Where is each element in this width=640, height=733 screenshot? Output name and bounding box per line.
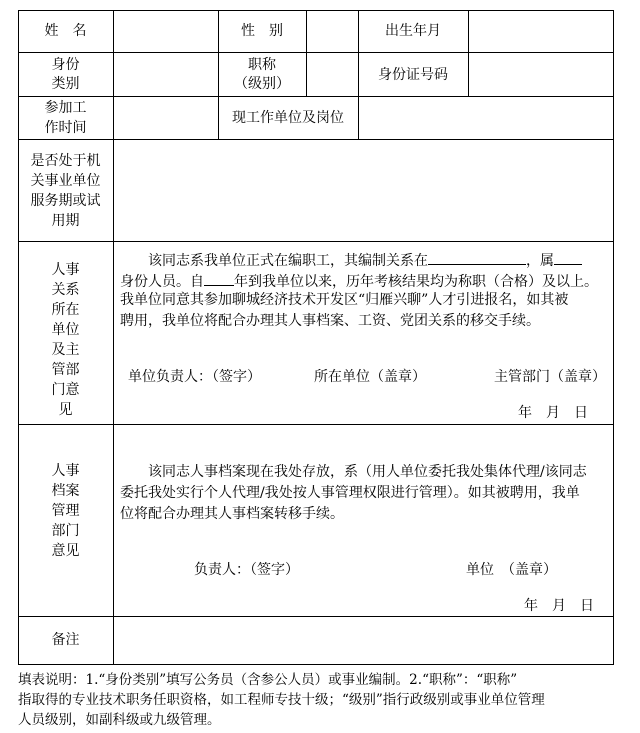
col-divider	[468, 10, 469, 97]
instructions-line: 填表说明：1.“身份类别”填写公务员（含参公人员）或事业编制。2.“职称”：“职称”	[18, 672, 518, 688]
personnel-opinion-line-2	[120, 269, 598, 292]
unit-seal-label: 所在单位（盖章）	[314, 369, 426, 385]
identity-type-label: 类别	[51, 76, 80, 92]
personnel-opinion-text: 身份人员。自	[120, 274, 204, 290]
title-label: 职称	[248, 57, 276, 73]
row-divider	[18, 139, 614, 140]
personnel-opinion-line-4: 聘用，我单位将配合办理其人事档案、工资、党团关系的移交手续。	[120, 313, 540, 329]
table-border-bottom	[18, 664, 614, 665]
service-period-label: 是否处于机	[30, 153, 101, 169]
work-start-label: 参加工	[44, 100, 87, 116]
personnel-opinion-label: 人事	[51, 262, 80, 278]
work-start-label: 作时间	[44, 120, 87, 136]
blank-underline	[204, 269, 234, 286]
row-divider	[18, 241, 614, 242]
archive-opinion-line-3: 位将配合办理其人事档案转移手续。	[120, 506, 344, 522]
row-divider	[18, 96, 614, 97]
archive-opinion-label: 意见	[51, 543, 80, 559]
personnel-opinion-text: 该同志系我单位正式在编职工，其编制关系在	[148, 253, 428, 269]
service-period-label: 服务期或试	[30, 193, 101, 209]
table-border-top	[18, 10, 614, 11]
archive-opinion-line-1: 该同志人事档案现在我处存放，系（用人单位委托我处集体代理/该同志	[148, 464, 587, 480]
unit-leader-signature-label: 单位负责人：（签字）	[128, 369, 261, 385]
personnel-opinion-label: 门意	[51, 382, 80, 398]
personnel-opinion-label: 见	[58, 402, 73, 418]
date-label: 年 月 日	[518, 405, 588, 421]
blank-underline	[554, 248, 582, 265]
personnel-opinion-label: 关系	[51, 282, 80, 298]
row-divider	[18, 616, 614, 617]
birth-date-label: 出生年月	[385, 23, 441, 39]
remarks-label: 备注	[51, 632, 80, 648]
archive-leader-signature-label: 负责人：（签字）	[194, 562, 299, 578]
table-border-right	[613, 10, 614, 665]
archive-unit-seal-label: 单位 （盖章）	[466, 562, 557, 578]
archive-opinion-line-2: 委托我处实行个人代理/我处按人事管理权限进行管理）。如其被聘用，我单	[120, 485, 580, 501]
id-number-label: 身份证号码	[378, 67, 448, 83]
instructions-line: 人员级别，如副科级或九级管理。	[18, 712, 221, 728]
personnel-opinion-label: 所在	[51, 302, 80, 318]
row-divider	[18, 424, 614, 425]
current-unit-label: 现工作单位及岗位	[232, 110, 344, 126]
col-divider	[113, 10, 114, 665]
personnel-opinion-text: 年到我单位以来，历年考核结果均为称职（合格）及以上。	[234, 274, 598, 290]
personnel-opinion-label: 单位	[51, 322, 80, 338]
supervising-dept-seal-label: 主管部门（盖章）	[494, 369, 606, 385]
archive-opinion-label: 档案	[51, 483, 80, 499]
form-instructions	[18, 670, 618, 730]
name-label: 姓 名	[44, 23, 87, 39]
personnel-opinion-label: 管部	[51, 362, 80, 378]
title-label: （级别）	[234, 76, 290, 92]
archive-opinion-label: 部门	[51, 523, 80, 539]
identity-type-label: 身份	[51, 57, 80, 73]
personnel-opinion-line-3: 我单位同意其参加聊城经济技术开发区“归雁兴聊”人才引进报名，如其被	[120, 292, 569, 308]
personnel-opinion-line-1	[148, 248, 582, 271]
instructions-line: 指取得的专业技术职务任职资格，如工程师专技十级；“级别”指行政级别或事业单位管理	[18, 692, 545, 708]
archive-date-label: 年 月 日	[524, 598, 594, 614]
service-period-label: 关事业单位	[30, 173, 101, 189]
registration-form-table	[18, 10, 614, 665]
service-period-label: 用期	[51, 213, 80, 229]
archive-opinion-label: 人事	[51, 463, 80, 479]
archive-opinion-label: 管理	[51, 503, 80, 519]
personnel-opinion-text: ，属	[526, 253, 554, 269]
gender-label: 性 别	[241, 23, 283, 39]
row-divider	[18, 52, 614, 53]
personnel-opinion-label: 及主	[51, 342, 80, 358]
col-divider	[306, 10, 307, 97]
blank-underline	[428, 248, 526, 265]
